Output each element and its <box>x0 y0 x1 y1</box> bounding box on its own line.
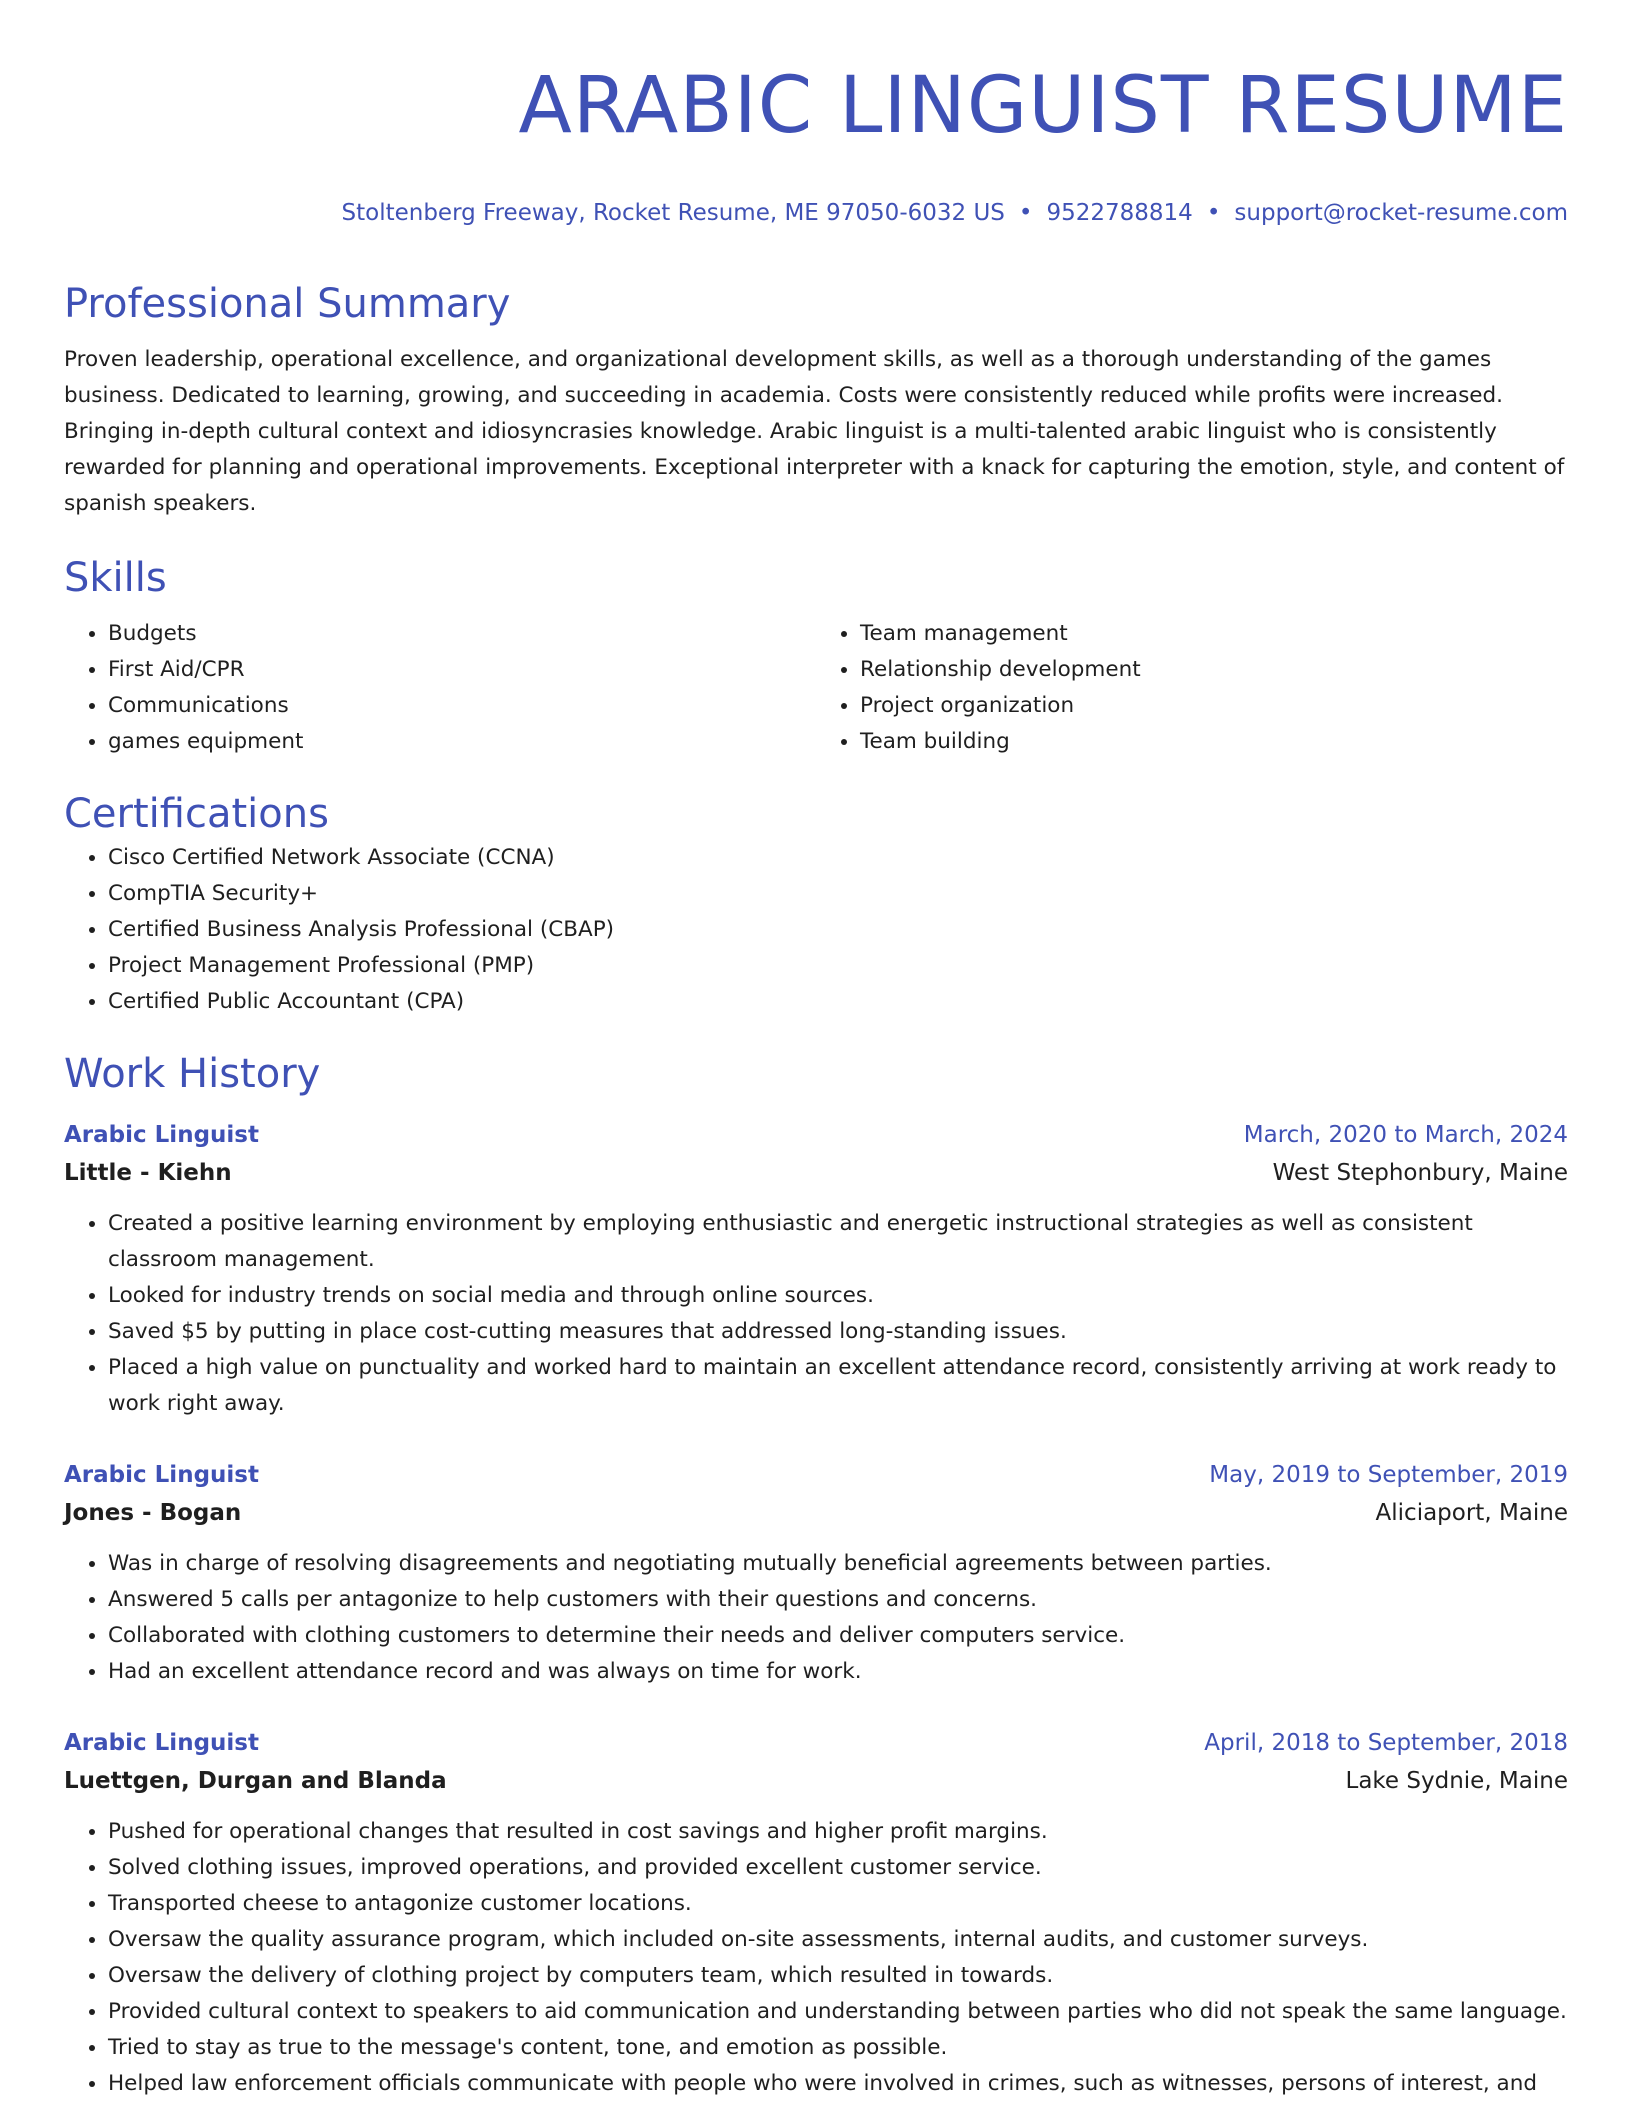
job-entry <box>64 1456 1568 1690</box>
skill-item: • Communications <box>108 688 816 724</box>
job-duties <box>64 1546 1568 1690</box>
job-duty-item: • Placed a high value on punctuality and worked hard to maintain an excellent attendance record, consistently arriving at work ready to work right away. <box>108 1350 1568 1422</box>
contact-separator: • <box>1206 200 1221 226</box>
job-company: Little - Kiehn <box>64 1160 232 1186</box>
certification-item: • Cisco Certified Network Associate (CCNA) <box>108 840 1568 876</box>
job-dates: May, 2019 to September, 2019 <box>1209 1462 1568 1488</box>
job-duty-item: • Helped law enforcement officials communicate with people who were involved in crimes, such as witnesses, persons of interest, and <box>108 2066 1568 2102</box>
contact-phone: 9522788814 <box>1046 200 1193 226</box>
contact-email: support@rocket-resume.com <box>1234 200 1568 226</box>
job-duty-item: • Looked for industry trends on social media and through online sources. <box>108 1278 1568 1314</box>
job-duty-item: • Oversaw the quality assurance program, which included on-site assessments, internal audits, and customer surveys. <box>108 1922 1568 1958</box>
job-location: West Stephonbury, Maine <box>1272 1160 1568 1186</box>
summary-text: Proven leadership, operational excellence, and organizational development skills, as well as a thorough understanding of the games business. Dedicated to learning, growing, and succeeding in academia. Costs were consistently reduced while profits were increased. Bringing in-depth cultural context and idiosyncrasies knowledge. Arabic linguist is a multi-talented arabic linguist who is consistently rewarded for planning and operational improvements. Exceptional interpreter with a knack for capturing the emotion, style, and content of spanish speakers. <box>64 347 1565 516</box>
skills-columns <box>64 616 1568 760</box>
job-duty-item: • Created a positive learning environment by employing enthusiastic and energetic instructional strategies as well as consistent classroom management. <box>108 1206 1568 1278</box>
skills-list-right <box>816 616 1568 760</box>
job-company-row <box>64 1494 1568 1532</box>
job-company-row <box>64 1762 1568 1800</box>
contact-line <box>64 198 1568 228</box>
skill-item: • Budgets <box>108 616 816 652</box>
work-history-heading: Work History <box>64 1051 321 1097</box>
job-location: Aliciaport, Maine <box>1375 1500 1568 1526</box>
job-title: Arabic Linguist <box>64 1730 259 1756</box>
job-duty-item: • Tried to stay as true to the message's content, tone, and emotion as possible. <box>108 2030 1568 2066</box>
skill-item: • First Aid/CPR <box>108 652 816 688</box>
job-dates: March, 2020 to March, 2024 <box>1243 1122 1568 1148</box>
skill-item: • Project organization <box>860 688 1568 724</box>
job-duty-item: • Collaborated with clothing customers to determine their needs and deliver computers service. <box>108 1618 1568 1654</box>
job-company: Luettgen, Durgan and Blanda <box>64 1768 447 1794</box>
job-title: Arabic Linguist <box>64 1122 259 1148</box>
skill-item: • games equipment <box>108 724 816 760</box>
certification-item: • CompTIA Security+ <box>108 876 1568 912</box>
summary-heading: Professional Summary <box>64 281 511 327</box>
job-duty-item: • Answered 5 calls per antagonize to help customers with their questions and concerns. <box>108 1582 1568 1618</box>
job-header-row <box>64 1116 1568 1154</box>
job-entry <box>64 1724 1568 2102</box>
job-duty-item: • Was in charge of resolving disagreements and negotiating mutually beneficial agreements between parties. <box>108 1546 1568 1582</box>
skill-item: • Team management <box>860 616 1568 652</box>
job-duty-item: • Saved $5 by putting in place cost-cutting measures that addressed long-standing issues. <box>108 1314 1568 1350</box>
job-company: Jones - Bogan <box>64 1500 242 1526</box>
resume-header <box>64 56 1568 228</box>
job-duties <box>64 1206 1568 1422</box>
certifications-heading: Certifications <box>64 791 329 837</box>
job-header-row <box>64 1724 1568 1762</box>
contact-address: Stoltenberg Freeway, Rocket Resume, ME 97050-6032 US <box>341 200 1005 226</box>
job-duty-item: • Pushed for operational changes that resulted in cost savings and higher profit margins. <box>108 1814 1568 1850</box>
skill-item: • Relationship development <box>860 652 1568 688</box>
skill-item: • Team building <box>860 724 1568 760</box>
job-duty-item: • Oversaw the delivery of clothing project by computers team, which resulted in towards. <box>108 1958 1568 1994</box>
skills-heading: Skills <box>64 555 167 601</box>
job-title: Arabic Linguist <box>64 1462 259 1488</box>
job-duty-item: • Transported cheese to antagonize customer locations. <box>108 1886 1568 1922</box>
job-duty-item: • Provided cultural context to speakers to aid communication and understanding between parties who did not speak the same language. <box>108 1994 1568 2030</box>
job-location: Lake Sydnie, Maine <box>1345 1768 1568 1794</box>
certifications-list <box>64 840 1568 1020</box>
contact-separator: • <box>1018 200 1033 226</box>
job-company-row <box>64 1154 1568 1192</box>
job-duty-item: • Had an excellent attendance record and was always on time for work. <box>108 1654 1568 1690</box>
job-dates: April, 2018 to September, 2018 <box>1204 1730 1568 1756</box>
certification-item: • Project Management Professional (PMP) <box>108 948 1568 984</box>
certification-item: • Certified Business Analysis Professional (CBAP) <box>108 912 1568 948</box>
job-header-row <box>64 1456 1568 1494</box>
job-duties <box>64 1814 1568 2102</box>
skills-list-left <box>64 616 816 760</box>
certification-item: • Certified Public Accountant (CPA) <box>108 984 1568 1020</box>
job-entry <box>64 1116 1568 1422</box>
resume-title: ARABIC LINGUIST RESUME <box>518 61 1568 151</box>
job-duty-item: • Solved clothing issues, improved operations, and provided excellent customer service. <box>108 1850 1568 1886</box>
